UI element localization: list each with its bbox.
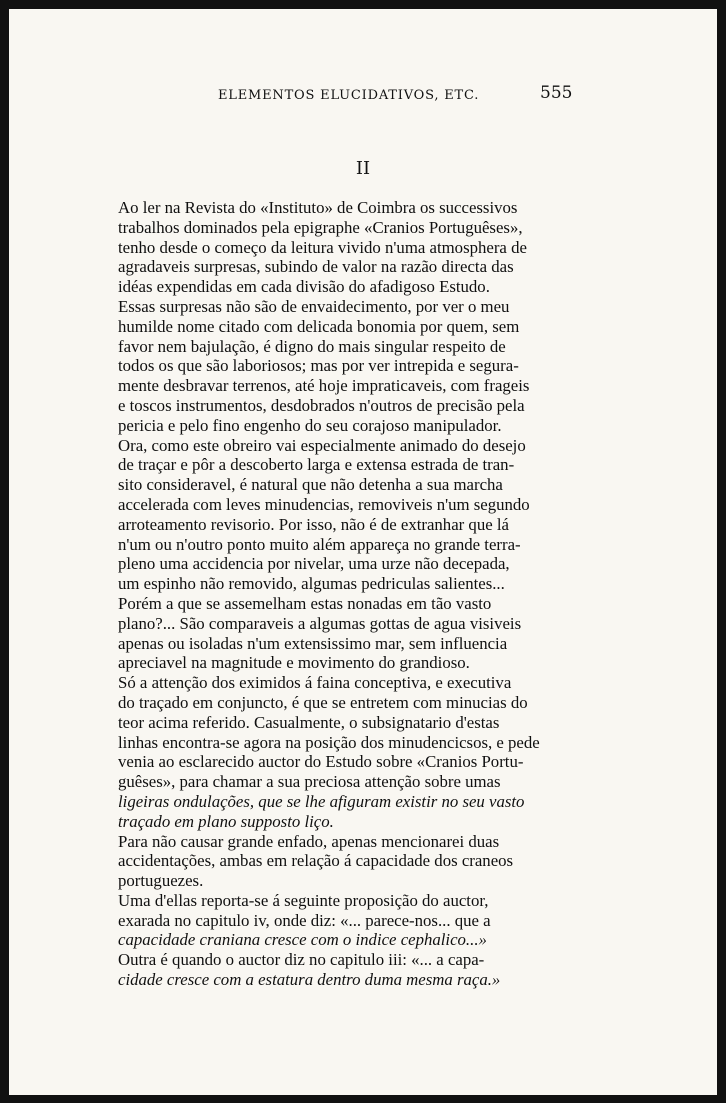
- right-edge: [720, 0, 726, 1103]
- line: Uma d'ellas reporta-se á seguinte proposição do auctor,: [118, 890, 489, 910]
- page-number: 555: [540, 83, 573, 103]
- paragraph-6: [116, 891, 572, 950]
- line: n'um ou n'outro ponto muito além appareça no grande terra-: [118, 534, 521, 554]
- line: um espinho não removido, algumas pedriculas salientes...: [118, 574, 505, 594]
- line: exarada no capitulo iv, onde diz: «... parece-nos... que a: [118, 910, 491, 930]
- line: mente desbravar terrenos, até hoje impraticaveis, com frageis: [118, 376, 530, 396]
- line: pleno uma accidencia por nivelar, uma urze não decepada,: [118, 554, 510, 574]
- line: idéas expendidas em cada divisão do afadigoso Estudo.: [118, 277, 490, 297]
- line: sito consideravel, é natural que não detenha a sua marcha: [118, 475, 503, 495]
- line: capacidade craniana cresce com o indice cephalico...»: [118, 930, 487, 950]
- line: traçado em plano supposto liço.: [118, 811, 334, 831]
- running-title: ELEMENTOS ELUCIDATIVOS, ETC.: [218, 88, 480, 103]
- line: Só a attenção dos eximidos á faina conceptiva, e executiva: [118, 673, 512, 693]
- line: Porém a que se assemelham estas nonadas em tão vasto: [118, 593, 492, 613]
- line: linhas encontra-se agora na posição dos minudencicsos, e pede: [118, 732, 540, 752]
- line: e toscos instrumentos, desdobrados n'outros de precisão pela: [118, 395, 525, 415]
- paragraph-4: [116, 673, 572, 831]
- line: do traçado em conjuncto, é que se entretem com minucias do: [118, 692, 528, 712]
- line: agradaveis surpresas, subindo de valor na razão directa das: [118, 257, 514, 277]
- paragraph-5: [116, 832, 572, 891]
- line: apreciavel na magnitude e movimento do grandioso.: [118, 653, 470, 673]
- line: cidade cresce com a estatura dentro duma mesma raça.»: [118, 970, 501, 990]
- paragraph-7: [116, 950, 572, 990]
- line: apenas ou isoladas n'um extensissimo mar, sem influencia: [118, 633, 508, 653]
- line: Essas surpresas não são de envaidecimento, por ver o meu: [118, 296, 510, 316]
- line: accidentações, ambas em relação á capacidade dos craneos: [118, 851, 514, 871]
- paragraph-3: [116, 436, 572, 674]
- line: todos os que são laboriosos; mas por ver intrepida e segura-: [118, 356, 519, 376]
- body-text: [116, 198, 572, 990]
- section-heading: II: [355, 158, 371, 179]
- paragraph-2: [116, 297, 572, 436]
- line: Para não causar grande enfado, apenas mencionarei duas: [118, 831, 500, 851]
- line: trabalhos dominados pela epigraphe «Cranios Portuguêses»,: [118, 217, 523, 237]
- line: humilde nome citado com delicada bonomia por quem, sem: [118, 316, 520, 336]
- line: tenho desde o começo da leitura vivido n'uma atmosphera de: [118, 237, 527, 257]
- line: portuguezes.: [118, 871, 204, 891]
- paragraph-1: [116, 198, 572, 297]
- line: favor nem bajulação, é digno do mais singular respeito de: [118, 336, 506, 356]
- line: pericia e pelo fino engenho do seu corajoso manipulador.: [118, 415, 502, 435]
- line: arroteamento revisorio. Por isso, não é de extranhar que lá: [118, 514, 509, 534]
- line: Ora, como este obreiro vai especialmente animado do desejo: [118, 435, 526, 455]
- line: accelerada com leves minudencias, removiveis n'um segundo: [118, 494, 530, 514]
- top-edge: [0, 0, 726, 6]
- page-header: [0, 83, 726, 110]
- line: venia ao esclarecido auctor do Estudo sobre «Cranios Portu-: [118, 752, 524, 772]
- line: plano?... São comparaveis a algumas gottas de agua visiveis: [118, 613, 522, 633]
- line: teor acima referido. Casualmente, o subsignatario d'estas: [118, 712, 500, 732]
- bottom-edge: [0, 1097, 726, 1103]
- line: guêses», para chamar a sua preciosa attenção sobre umas: [118, 772, 501, 792]
- left-edge: [0, 0, 6, 1103]
- line: ligeiras ondulações, que se lhe afiguram existir no seu vasto: [118, 791, 525, 811]
- line: de traçar e pôr a descoberto larga e extensa estrada de tran-: [118, 455, 515, 475]
- line: Ao ler na Revista do «Instituto» de Coimbra os successivos: [118, 198, 518, 217]
- line: Outra é quando o auctor diz no capitulo iii: «... a capa-: [118, 950, 485, 970]
